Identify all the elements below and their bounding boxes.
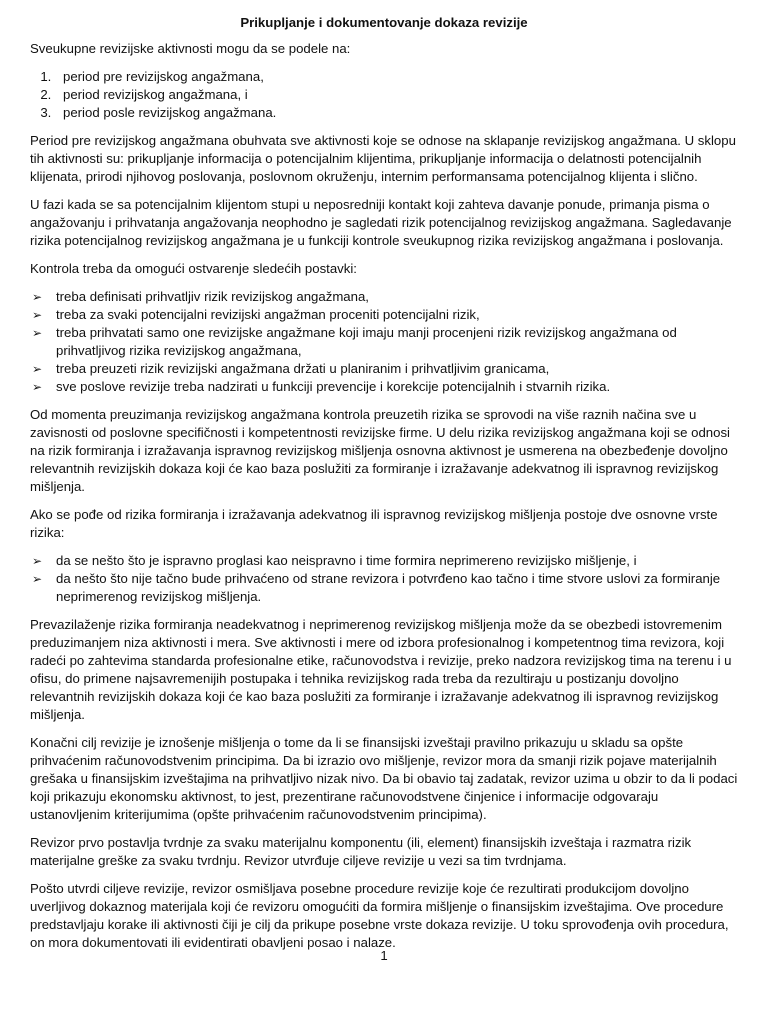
paragraph: Period pre revizijskog angažmana obuhvata sve aktivnosti koje se odnose na sklapanje revizijskog angažmana. U sklopu tih aktivnosti su: prikupljanje informacija o potencijalnim klijentima, prikupljanje informacija o delatnosti potencijalnih klijenata, prirodi njihovog poslovanja, poslovnom okruženju, internim performansama potencijalnog klijenta i slično. [30,133,736,184]
paragraph: Konačni cilj revizije je iznošenje mišljenja o tome da li se finansijski izveštaji pravilno prikazuju u skladu sa opšte prihvaćenim računovodstvenim principima. Da bi izrazio ovo mišljenje, revizor mora da smanji rizik pojave materijalnih grešaka u finansijskim izveštajima na prihvatljivo nizak nivo. Da bi obavio taj zadatak, revizor uzima u obzir to da li podaci koji prikazuju ekonomsku aktivnost, to jest, prezentirane računovodstvene činjenice i informacije odgovaraju ustanovljenim kriterijumima (opšte prihvaćenim računovodstvenim principima). [30,735,738,822]
list-item-text: treba prihvatati samo one revizijske angažmane koji imaju manji procenjeni rizik revizijskog angažmana od prihvatljivog rizika revizijskog angažmana, [56,325,677,358]
list-item-text: da se nešto što je ispravno proglasi kao neispravno i time formira neprimereno revizijsko mišljenje, i [56,553,637,568]
list-item [30,324,738,360]
arrow-bullet-icon: ➢ [32,362,43,376]
page-number: 1 [380,948,388,963]
paragraph: Prevazilaženje rizika formiranja neadekvatnog i neprimerenog revizijskog mišljenja može da se obezbedi istovremenim preduzimanjem niza aktivnosti i mera. Sve aktivnosti i mere od izbora profesionalnog i kompetentnog tima revizora, koji radeći po zahtevima standarda profesionalne etike, računovodstva i revizije, preko nadzora revizijskog tima na terenu i u ofisu, do primene najsavremenijih postupaka i tehnika revizijskog rada treba da rezultiraju u postizanju dovoljno relevantnih revizijskih dokaza koji će kao baza poslužiti za formiranje i izražavanje adekvatnog ili ispravnog revizijskog mišljenja. [30,617,732,722]
list-item: 3. period posle revizijskog angažmana. [55,104,738,122]
list-item-text: treba za svaki potencijalni revizijski angažman proceniti potencijalni rizik, [56,307,480,322]
arrow-bullet-icon: ➢ [32,554,43,568]
list-item-text: sve poslove revizije treba nadzirati u funkciji prevencije i korekcije potencijalnih i stvarnih rizika. [56,379,611,394]
list-item [30,288,738,306]
arrow-bullet-icon: ➢ [32,572,43,586]
postulates-list [30,288,738,396]
document-title: Prikupljanje i dokumentovanje dokaza revizije [240,15,528,30]
paragraph: U fazi kada se sa potencijalnim klijentom stupi u neposredniji kontakt koji zahteva davanje ponude, primanja pisma o angažovanju i prihvatanja angažovanja neophodno je sagledati rizik potencijalnog revizijskog angažmana. Sagledavanje rizika potencijalnog revizijskog angažmana je u funkciji kontrole sveukupnog rizika revizijskog angažmana i poslovanja. [30,197,732,248]
list-item [30,306,738,324]
list-item [30,378,738,396]
arrow-bullet-icon: ➢ [32,326,43,340]
paragraph: Revizor prvo postavlja tvrdnje za svaku materijalnu komponentu (ili, element) finansijskih izveštaja i razmatra rizik materijalne greške za svaku tvrdnju. Revizor utvrđuje ciljeve revizije u vezi sa tim tvrdnjama. [30,835,692,868]
list-item-text: treba definisati prihvatljiv rizik revizijskog angažmana, [56,289,369,304]
intro-paragraph: Sveukupne revizijske aktivnosti mogu da se podele na: [30,41,351,56]
list-item: 1. period pre revizijskog angažmana, [55,68,738,86]
list-item: 2. period revizijskog angažmana, i [55,86,738,104]
arrow-bullet-icon: ➢ [32,380,43,394]
paragraph: Kontrola treba da omogući ostvarenje sledećih postavki: [30,261,357,276]
paragraph: Od momenta preuzimanja revizijskog angažmana kontrola preuzetih rizika se sprovodi na više raznih načina sve u zavisnosti od poslovne specifičnosti i kompetentnosti revizijske firme. U delu rizika revizijskog angažmana koji se odnosi na rizik formiranja i izražavanja ispravnog revizijskog mišljenja osnovna aktivnost je usmerena na obezbeđenje dovoljno relevantnih revizijskih dokaza koji će kao baza poslužiti za formiranje i izražavanje adekvatnog ili ispravnog revizijskog mišljenja. [30,407,730,494]
list-item-text: da nešto što nije tačno bude prihvaćeno od strane revizora i potvrđeno kao tačno i time stvore uslovi za formiranje neprimerenog revizijskog mišljenja. [56,571,721,604]
risks-list [30,552,738,606]
list-item [30,570,738,606]
list-item [30,552,738,570]
periods-list [30,68,738,122]
paragraph: Ako se pođe od rizika formiranja i izražavanja adekvatnog ili ispravnog revizijskog mišljenja postoje dve osnovne vrste rizika: [30,507,718,540]
list-item [30,360,738,378]
arrow-bullet-icon: ➢ [32,308,43,322]
list-item-text: treba preuzeti rizik revizijski angažmana držati u planiranim i prihvatljivim granicama, [56,361,550,376]
paragraph: Pošto utvrdi ciljeve revizije, revizor osmišljava posebne procedure revizije koje će rezultirati produkcijom dovoljno uverljivog dokaznog materijala koji će revizoru omogućiti da formira mišljenje o finansijskim izveštajima. Ove procedure predstavljaju korake ili aktivnosti čiji je cilj da prikupe posebne vrste dokaza revizije. U toku sprovođenja ovih procedura, on mora dokumentovati ili evidentirati obavljeni posao i nalaze. [30,881,729,950]
arrow-bullet-icon: ➢ [32,290,43,304]
